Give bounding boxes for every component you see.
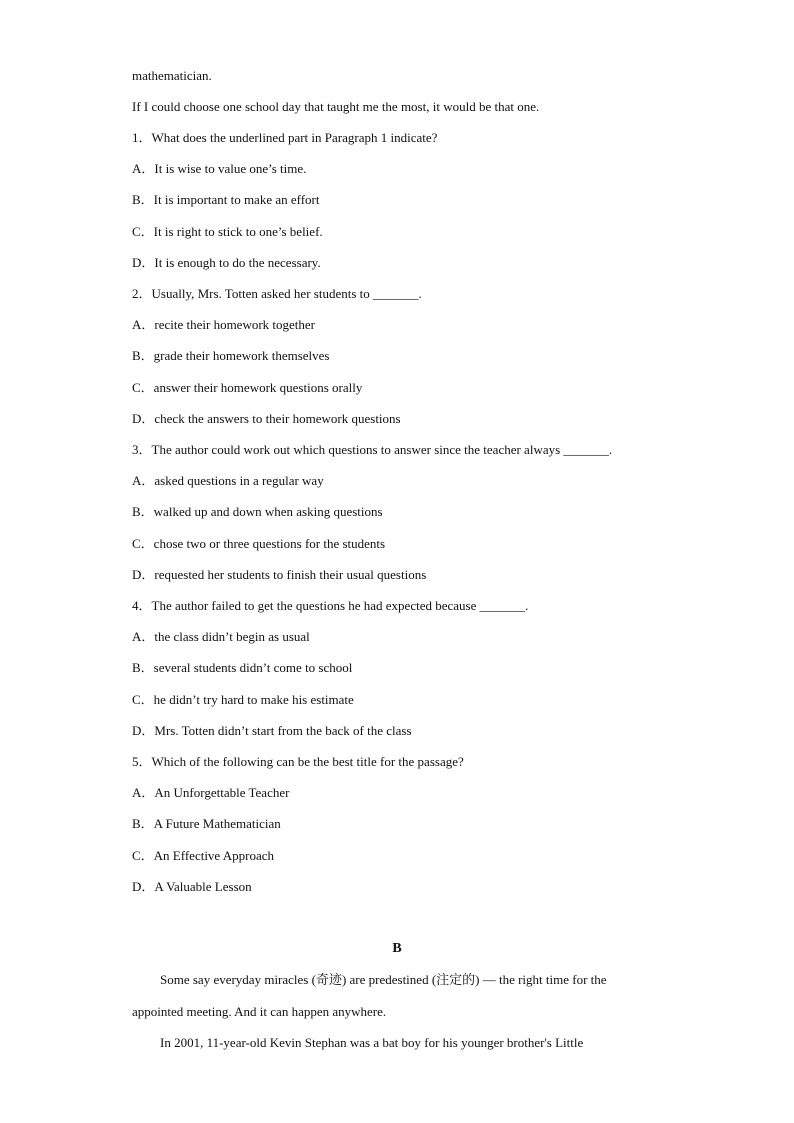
answer-option: C．It is right to stick to one’s belief. [132, 224, 323, 239]
question-stem: 4．The author failed to get the questions he had expected because _______. [132, 598, 529, 613]
answer-option: C．he didn’t try hard to make his estimate [132, 692, 354, 707]
answer-option: A．An Unforgettable Teacher [132, 785, 290, 800]
intro-line: If I could choose one school day that taught me the most, it would be that one. [132, 99, 540, 114]
answer-option: B．grade their homework themselves [132, 348, 330, 363]
answer-option: D．A Valuable Lesson [132, 879, 252, 894]
answer-option: C．answer their homework questions orally [132, 380, 363, 395]
answer-option: B．It is important to make an effort [132, 192, 320, 207]
paragraph-line: Some say everyday miracles (奇迹) are predestined (注定的) — the right time for the [160, 972, 607, 987]
answer-option: B．walked up and down when asking questions [132, 504, 383, 519]
question-stem: 3．The author could work out which questions to answer since the teacher always _______. [132, 442, 613, 457]
answer-option: D．requested her students to finish their usual questions [132, 567, 427, 582]
question-stem: 2．Usually, Mrs. Totten asked her students to _______. [132, 286, 422, 301]
answer-option: A．recite their homework together [132, 317, 316, 332]
answer-option: C．An Effective Approach [132, 848, 274, 863]
paragraph-line: In 2001, 11-year-old Kevin Stephan was a bat boy for his younger brother's Little [160, 1035, 584, 1050]
intro-line: mathematician. [132, 68, 212, 83]
answer-option: A．the class didn’t begin as usual [132, 629, 310, 644]
answer-option: D．It is enough to do the necessary. [132, 255, 321, 270]
question-stem: 1．What does the underlined part in Paragraph 1 indicate? [132, 130, 438, 145]
answer-option: A．It is wise to value one’s time. [132, 161, 307, 176]
question-stem: 5．Which of the following can be the best title for the passage? [132, 754, 464, 769]
answer-option: B．several students didn’t come to school [132, 660, 353, 675]
answer-option: C．chose two or three questions for the students [132, 536, 386, 551]
answer-option: A．asked questions in a regular way [132, 473, 324, 488]
answer-option: B．A Future Mathematician [132, 816, 281, 831]
paragraph-line: appointed meeting. And it can happen anywhere. [132, 1004, 387, 1019]
answer-option: D．check the answers to their homework questions [132, 411, 401, 426]
answer-option: D．Mrs. Totten didn’t start from the back of the class [132, 723, 412, 738]
section-heading: B [392, 941, 402, 956]
